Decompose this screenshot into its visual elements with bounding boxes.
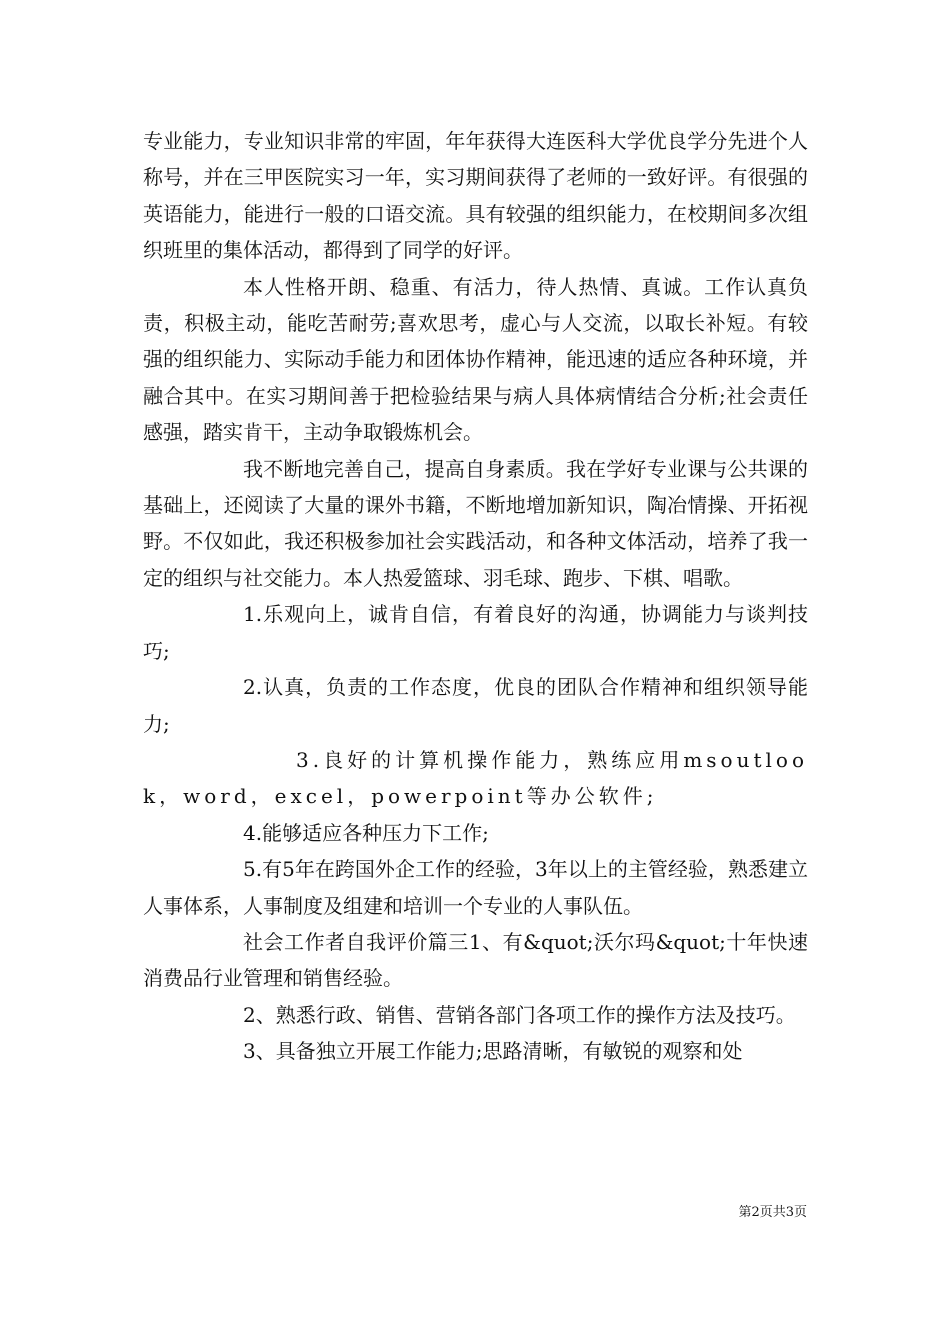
- page-number-footer: 第2页共3页: [738, 1205, 807, 1220]
- document-body: [143, 123, 808, 1070]
- section-three-item-3: 3、具备独立开展工作能力;思路清晰，有敏锐的观察和处: [243, 1039, 743, 1064]
- paragraph-self-improvement: 我不断地完善自己，提高自身素质。我在学好专业课与公共课的基础上，还阅读了大量的课外书籍，不断地增加新知识，陶冶情操、开拓视野。不仅如此，我还积极参加社会实践活动，和各种文体活动，培养了我一定的组织与社交能力。本人热爱篮球、羽毛球、跑步、下棋、唱歌。: [143, 456, 808, 590]
- section-three-item-2: 2、熟悉行政、销售、营销各部门各项工作的操作方法及技巧。: [243, 1002, 796, 1027]
- list-item-4: 4.能够适应各种压力下工作;: [243, 820, 489, 845]
- list-item-1: 1.乐观向上，诚肯自信，有着良好的沟通，协调能力与谈判技巧;: [143, 602, 808, 663]
- paragraph-personality: 本人性格开朗、稳重、有活力，待人热情、真诚。工作认真负责，积极主动，能吃苦耐劳;喜欢思考，虚心与人交流，以取长补短。有较强的组织能力、实际动手能力和团体协作精神，能迅速的适应各种环境，并融合其中。在实习期间善于把检验结果与病人具体病情结合分析;社会责任感强，踏实肯干，主动争取锻炼机会。: [143, 274, 808, 445]
- list-item-3: 3.良好的计算机操作能力，熟练应用msoutlook，word，excel，powerpoint等办公软件;: [143, 747, 808, 809]
- list-item-5: 5.有5年在跨国外企工作的经验，3年以上的主管经验，熟悉建立人事体系，人事制度及组建和培训一个专业的人事队伍。: [143, 857, 808, 918]
- paragraph-continuation: 专业能力，专业知识非常的牢固，年年获得大连医科大学优良学分先进个人称号，并在三甲医院实习一年，实习期间获得了老师的一致好评。有很强的英语能力，能进行一般的口语交流。具有较强的组织能力，在校期间多次组织班里的集体活动，都得到了同学的好评。: [143, 129, 808, 263]
- section-three-item-1: 社会工作者自我评价篇三1、有&quot;沃尔玛&quot;十年快速消费品行业管理和销售经验。: [143, 929, 808, 991]
- list-item-2: 2.认真，负责的工作态度，优良的团队合作精神和组织领导能力;: [143, 675, 808, 736]
